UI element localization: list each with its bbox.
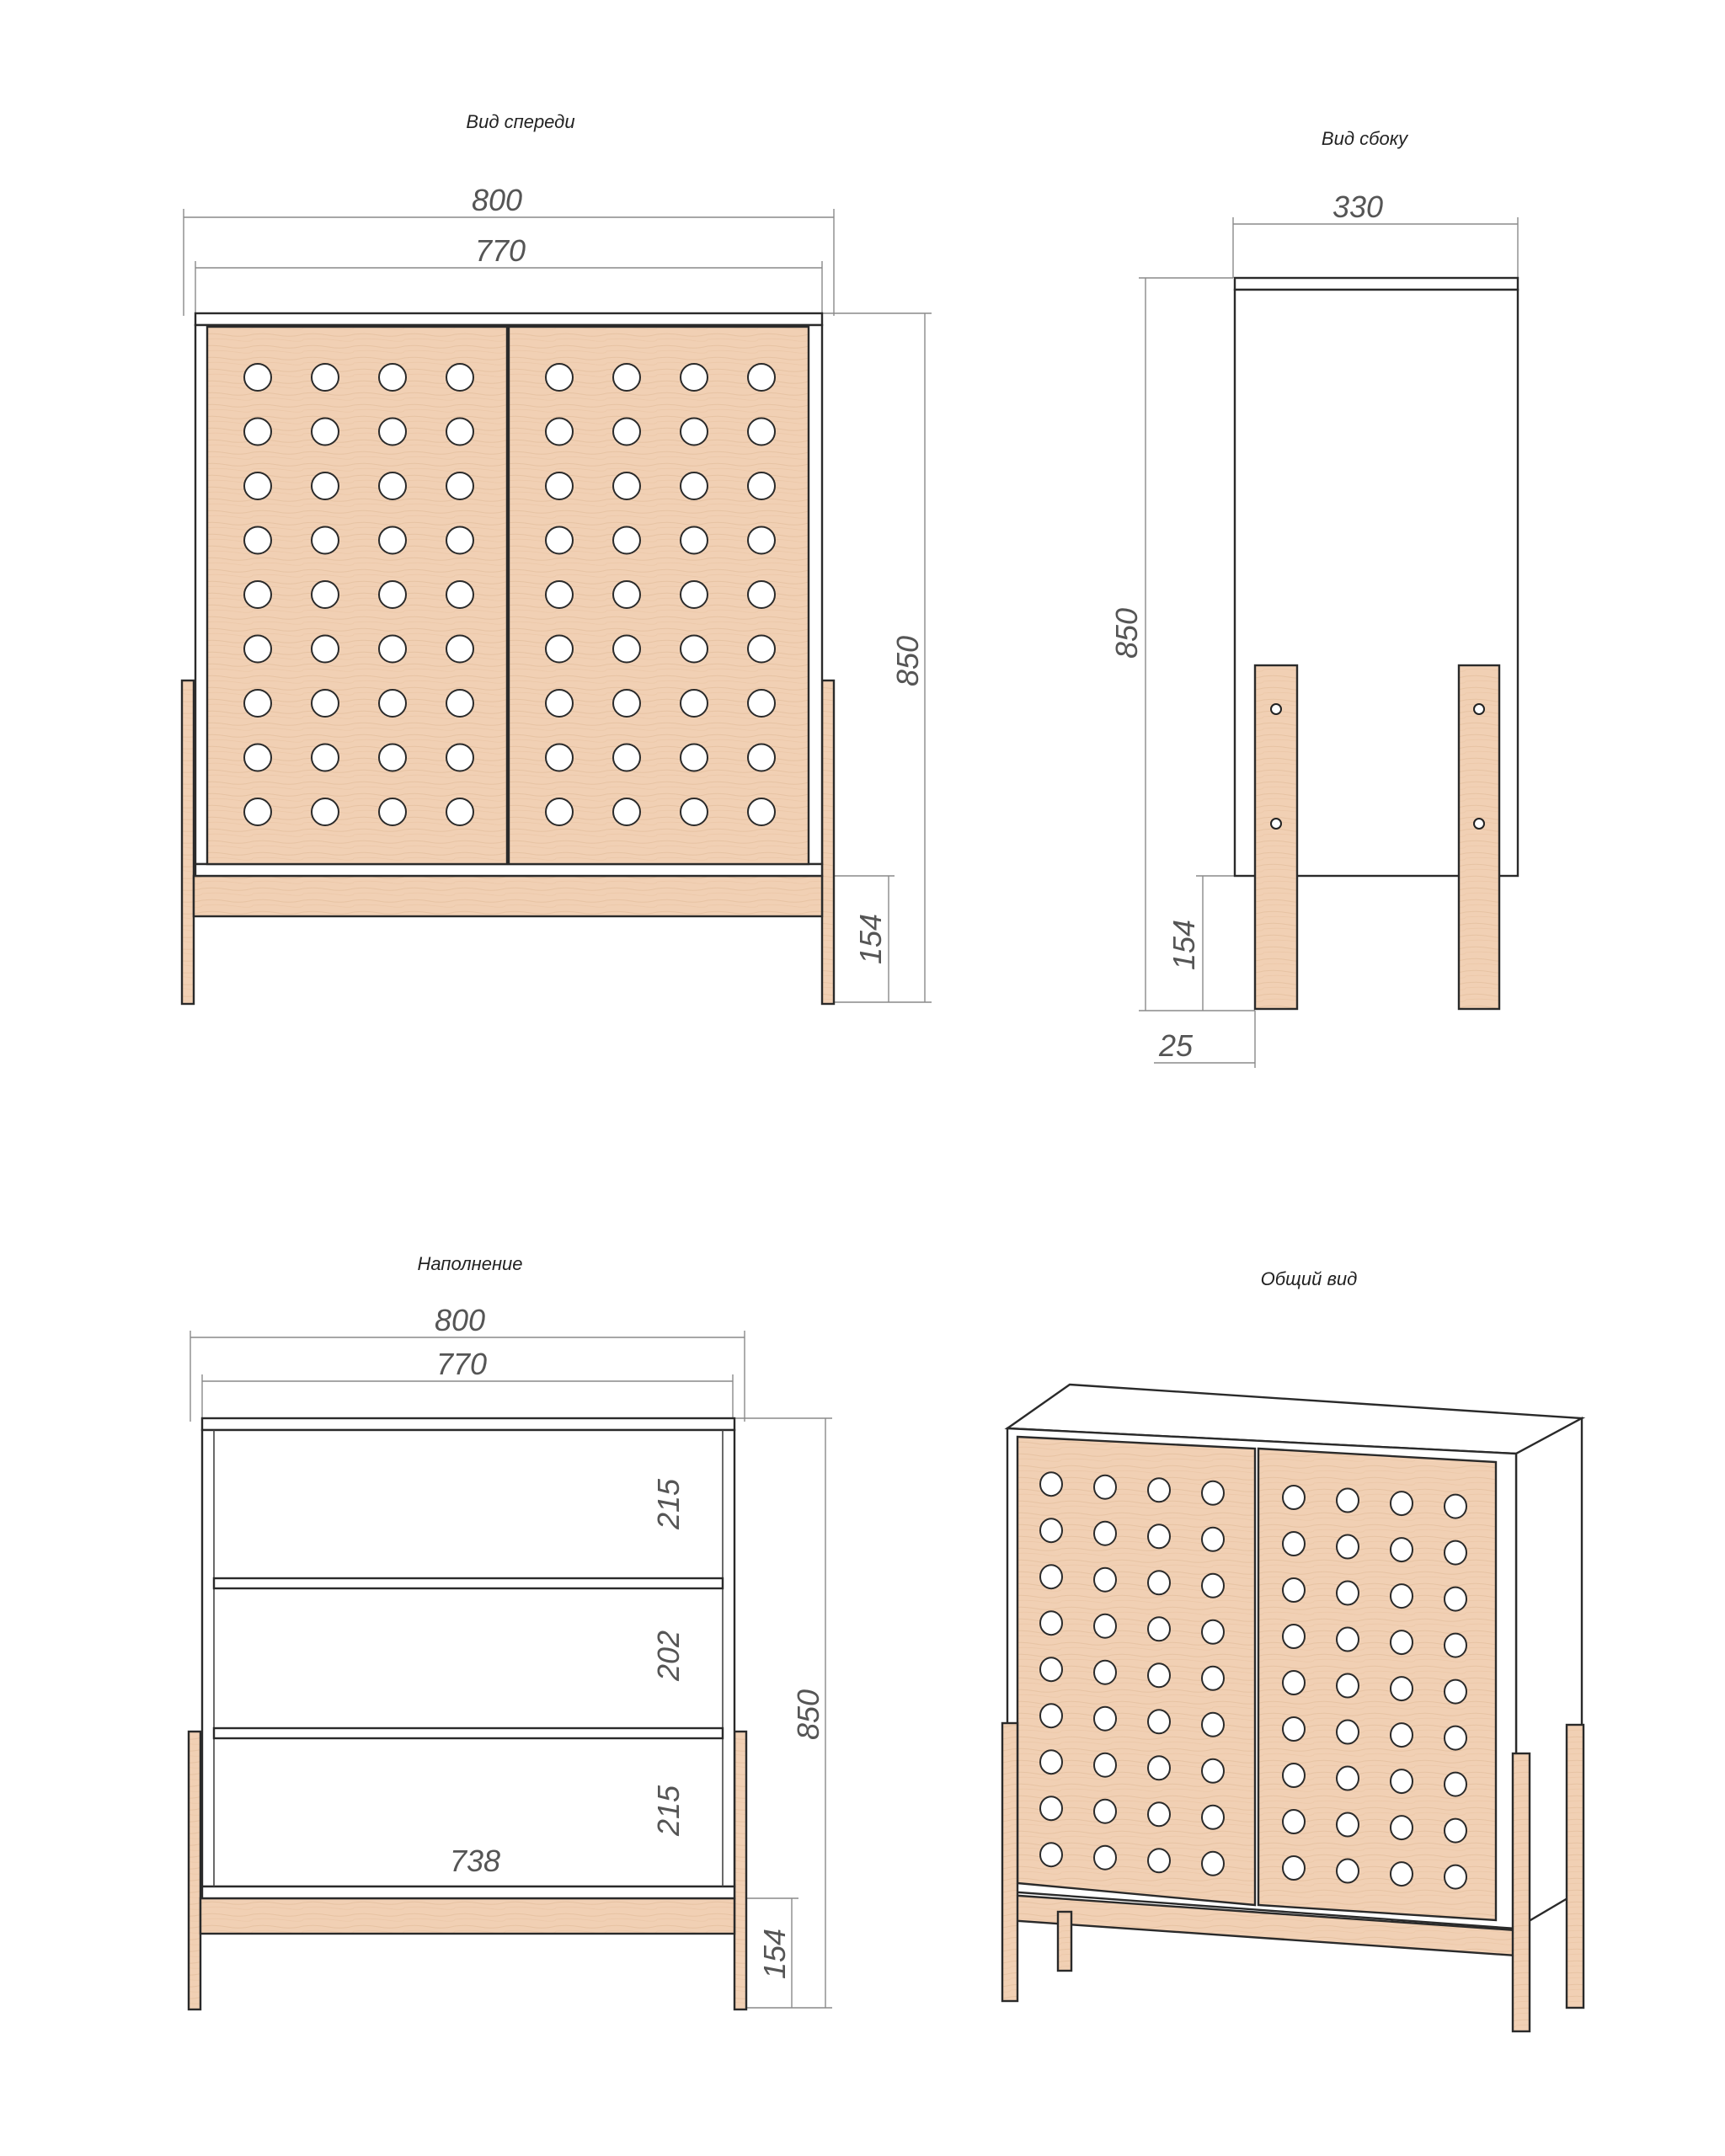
door-hole [446, 744, 473, 771]
door-hole [748, 636, 775, 663]
door-hole [1040, 1843, 1062, 1866]
front-dim-850-label: 850 [890, 635, 925, 687]
door-hole [1202, 1806, 1224, 1829]
door-hole [748, 527, 775, 554]
door-hole [1445, 1634, 1466, 1657]
filling-shelf-lower [214, 1728, 723, 1738]
door-hole [748, 744, 775, 771]
door-hole [379, 419, 406, 446]
door-hole [1040, 1796, 1062, 1820]
door-hole [244, 472, 271, 499]
door-hole [312, 364, 339, 391]
door-hole [1283, 1486, 1305, 1509]
door-hole [244, 527, 271, 554]
door-hole [681, 744, 708, 771]
filling-view-title: Наполнение [417, 1253, 523, 1274]
filling-dim-738-label: 738 [449, 1844, 501, 1878]
side-top-panel [1235, 278, 1518, 290]
door-hole [1148, 1710, 1170, 1733]
door-hole [1337, 1582, 1359, 1605]
front-leg-right [822, 680, 834, 1004]
door-hole [379, 581, 406, 608]
filling-bottom-panel [202, 1886, 734, 1898]
filling-dim-width-770 [202, 1347, 733, 1422]
door-hole [748, 419, 775, 446]
door-hole [1337, 1674, 1359, 1698]
door-hole [1094, 1753, 1116, 1777]
door-hole [446, 636, 473, 663]
door-hole [1148, 1571, 1170, 1594]
door-hole [1283, 1764, 1305, 1787]
front-dim-800-label: 800 [471, 183, 523, 217]
door-hole [446, 364, 473, 391]
door-hole [1148, 1756, 1170, 1780]
door-hole [748, 472, 775, 499]
door-hole [1283, 1532, 1305, 1556]
door-hole [1445, 1726, 1466, 1750]
filling-leg-right [734, 1732, 746, 2009]
door-hole [1040, 1472, 1062, 1496]
door-hole [379, 636, 406, 663]
door-hole [1094, 1707, 1116, 1731]
front-view-title: Вид спереди [466, 111, 575, 132]
door-hole [1445, 1773, 1466, 1796]
door-hole [1040, 1565, 1062, 1588]
front-base-rail [194, 876, 822, 916]
door-hole [1148, 1849, 1170, 1872]
door-hole [446, 690, 473, 717]
side-dim-330-label: 330 [1332, 189, 1384, 224]
door-hole [681, 690, 708, 717]
side-dim-leg-154 [1167, 876, 1258, 1011]
general-leg-front-left [1002, 1723, 1017, 2001]
door-hole [546, 744, 573, 771]
filling-dim-850-label: 850 [791, 1689, 825, 1741]
general-view-title: Общий вид [1260, 1268, 1358, 1289]
door-hole [312, 690, 339, 717]
door-hole [1040, 1750, 1062, 1774]
door-hole [613, 472, 640, 499]
side-view-title: Вид сбоку [1321, 128, 1408, 149]
side-leg-front [1255, 665, 1297, 1009]
door-hole [681, 636, 708, 663]
door-hole [1202, 1667, 1224, 1690]
door-hole [1202, 1759, 1224, 1783]
door-hole [1445, 1819, 1466, 1843]
door-hole [312, 636, 339, 663]
door-hole [379, 744, 406, 771]
door-hole [1040, 1704, 1062, 1727]
door-hole [546, 364, 573, 391]
front-view [182, 111, 932, 1004]
door-hole [681, 527, 708, 554]
door-hole [446, 472, 473, 499]
side-dim-25 [1154, 1011, 1255, 1068]
filling-dim-154-label: 154 [757, 1928, 792, 1980]
door-hole [312, 744, 339, 771]
door-hole [1391, 1677, 1413, 1700]
side-dim-850-label: 850 [1109, 607, 1144, 659]
door-hole [1283, 1625, 1305, 1648]
side-dim-depth-330 [1233, 189, 1518, 278]
door-hole [613, 527, 640, 554]
door-hole [446, 527, 473, 554]
door-hole [1202, 1713, 1224, 1737]
door-hole [1202, 1620, 1224, 1644]
door-hole [1337, 1813, 1359, 1837]
door-hole [681, 581, 708, 608]
door-hole [446, 419, 473, 446]
door-hole [1445, 1680, 1466, 1704]
door-hole [312, 419, 339, 446]
filling-dim-770-label: 770 [435, 1347, 488, 1381]
side-bolt [1474, 819, 1484, 829]
door-hole [244, 581, 271, 608]
door-hole [1040, 1657, 1062, 1681]
front-top-panel [195, 313, 822, 325]
door-hole [1094, 1522, 1116, 1545]
door-hole [748, 798, 775, 825]
door-hole [1040, 1611, 1062, 1635]
door-hole [1148, 1617, 1170, 1641]
side-bolt [1271, 819, 1281, 829]
door-hole [1283, 1856, 1305, 1880]
door-hole [1445, 1541, 1466, 1565]
door-hole [1148, 1524, 1170, 1548]
door-hole [681, 472, 708, 499]
door-hole [546, 419, 573, 446]
door-hole [244, 690, 271, 717]
general-leg-back-right [1567, 1725, 1583, 2008]
front-dim-width-770 [195, 233, 822, 316]
door-hole [244, 364, 271, 391]
door-hole [312, 798, 339, 825]
door-hole [748, 364, 775, 391]
door-hole [244, 419, 271, 446]
door-hole [1391, 1862, 1413, 1886]
filling-shelf-upper [214, 1578, 723, 1588]
door-hole [613, 636, 640, 663]
front-leg-left [182, 680, 194, 1004]
door-hole [1202, 1481, 1224, 1505]
filling-dim-215-top-label: 215 [651, 1478, 686, 1530]
door-hole [1148, 1663, 1170, 1687]
door-hole [379, 690, 406, 717]
door-hole [1094, 1568, 1116, 1592]
filling-base-rail [200, 1898, 734, 1934]
door-hole [1391, 1769, 1413, 1793]
door-hole [446, 798, 473, 825]
front-dim-154-label: 154 [853, 913, 888, 965]
door-hole [546, 690, 573, 717]
side-bolt [1474, 704, 1484, 714]
door-hole [1391, 1492, 1413, 1515]
door-hole [244, 798, 271, 825]
door-hole [1283, 1810, 1305, 1833]
door-hole [1391, 1723, 1413, 1747]
door-hole [748, 581, 775, 608]
filling-leg-left [189, 1732, 200, 2009]
door-hole [244, 636, 271, 663]
door-hole [748, 690, 775, 717]
door-hole [1202, 1852, 1224, 1876]
door-hole [1148, 1478, 1170, 1502]
door-hole [613, 419, 640, 446]
door-hole [1283, 1578, 1305, 1602]
general-leg-front-right [1513, 1753, 1530, 2031]
door-hole [1337, 1721, 1359, 1744]
door-hole [1094, 1476, 1116, 1499]
door-hole [312, 581, 339, 608]
door-hole [613, 690, 640, 717]
side-view [1109, 128, 1518, 1068]
side-leg-back [1459, 665, 1499, 1009]
door-hole [1391, 1538, 1413, 1561]
door-hole [546, 636, 573, 663]
door-hole [1337, 1767, 1359, 1790]
door-hole [1445, 1865, 1466, 1889]
door-hole [613, 364, 640, 391]
door-hole [1094, 1614, 1116, 1638]
door-hole [546, 581, 573, 608]
side-dim-height-850 [1109, 278, 1255, 1011]
filling-top-panel [202, 1418, 734, 1430]
door-hole [1148, 1802, 1170, 1826]
door-hole [1040, 1518, 1062, 1542]
door-hole [1094, 1800, 1116, 1823]
filling-view [189, 1253, 832, 2009]
door-hole [1391, 1816, 1413, 1839]
door-hole [613, 798, 640, 825]
side-dim-154-label: 154 [1167, 919, 1201, 971]
door-hole [1283, 1671, 1305, 1694]
door-hole [1337, 1628, 1359, 1652]
door-hole [1337, 1535, 1359, 1559]
filling-dim-800-label: 800 [434, 1303, 486, 1337]
door-hole [1391, 1584, 1413, 1608]
filling-dim-202-label: 202 [651, 1630, 686, 1682]
front-bottom-panel [195, 864, 822, 876]
general-view [1002, 1268, 1583, 2031]
side-dim-25-label: 25 [1158, 1028, 1194, 1063]
filling-dim-height-850 [734, 1418, 832, 2008]
door-hole [1202, 1574, 1224, 1598]
door-hole [244, 744, 271, 771]
door-hole [1283, 1717, 1305, 1741]
door-hole [379, 527, 406, 554]
door-hole [312, 527, 339, 554]
door-hole [1445, 1588, 1466, 1611]
door-hole [1391, 1630, 1413, 1654]
door-hole [1202, 1528, 1224, 1551]
filling-dim-215-bottom-label: 215 [651, 1785, 686, 1837]
door-hole [681, 364, 708, 391]
door-hole [613, 581, 640, 608]
door-hole [1337, 1489, 1359, 1513]
front-dim-height-850 [822, 313, 932, 1002]
door-hole [446, 581, 473, 608]
door-hole [681, 419, 708, 446]
general-leg-back-left [1058, 1912, 1071, 1971]
side-bolt [1271, 704, 1281, 714]
front-dim-770-label: 770 [474, 233, 526, 268]
door-hole [546, 472, 573, 499]
door-hole [379, 472, 406, 499]
door-hole [681, 798, 708, 825]
door-hole [379, 798, 406, 825]
door-hole [546, 527, 573, 554]
door-hole [613, 744, 640, 771]
door-hole [546, 798, 573, 825]
door-hole [1445, 1495, 1466, 1518]
door-hole [1337, 1860, 1359, 1883]
door-hole [312, 472, 339, 499]
door-hole [1094, 1846, 1116, 1870]
door-hole [1094, 1661, 1116, 1684]
door-hole [379, 364, 406, 391]
